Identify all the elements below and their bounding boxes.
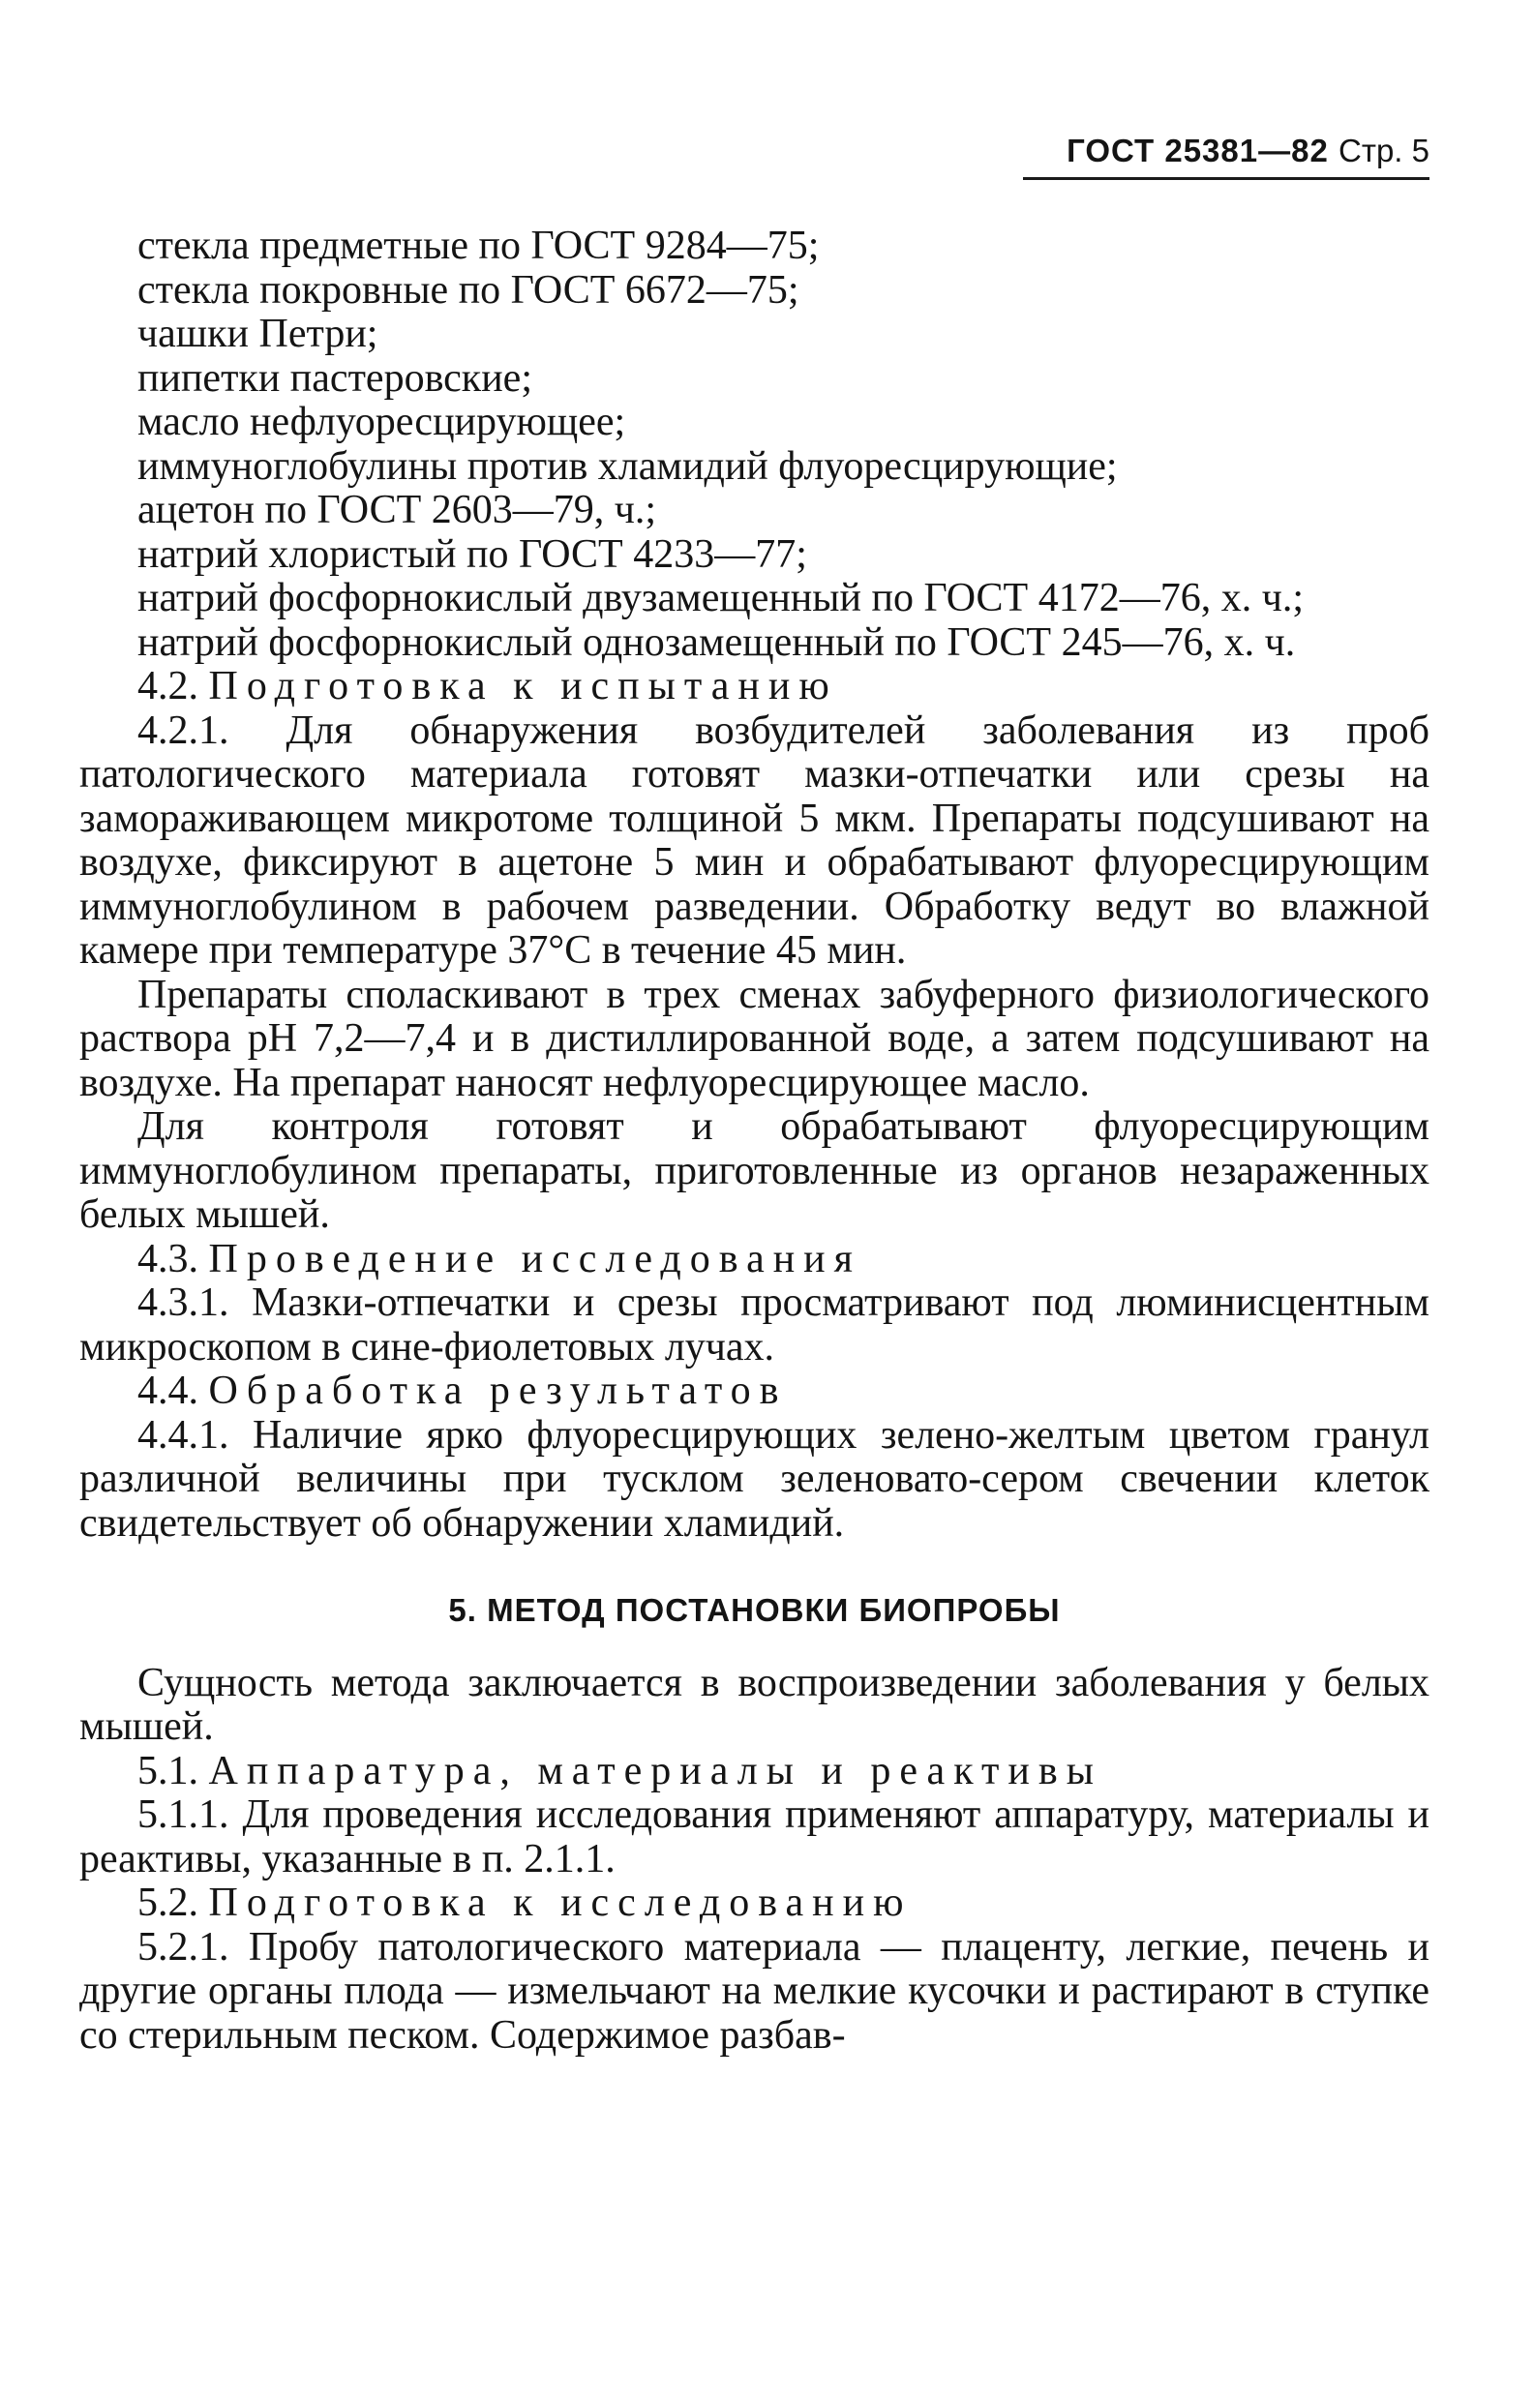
paragraph-5-intro: Сущность метода заключается в воспроизведении заболевания у белых мышей. xyxy=(79,1660,1429,1749)
paragraph-5-1-1: 5.1.1. Для проведения исследования применяют аппаратуру, материалы и реактивы, указанные в п. 2.1.1. xyxy=(79,1792,1429,1881)
list-item: стекла покровные по ГОСТ 6672—75; xyxy=(137,267,799,313)
list-item: ацетон по ГОСТ 2603—79, ч.; xyxy=(137,488,657,532)
subsection-number: 4.4. xyxy=(137,1369,198,1413)
page-body xyxy=(79,225,1429,2058)
section-5-title: 5. МЕТОД ПОСТАНОВКИ БИОПРОБЫ xyxy=(448,1592,1061,1628)
list-item: натрий хлористый по ГОСТ 4233—77; xyxy=(137,531,807,577)
subsection-title: Проведение исследования xyxy=(208,1236,861,1281)
subsection-title: Подготовка к испытанию xyxy=(208,664,838,708)
list-item: чашки Петри; xyxy=(137,312,378,356)
list-item: пипетки пастеровские; xyxy=(137,355,532,401)
subsection-number: 5.2. xyxy=(137,1881,198,1925)
header-page-number: Стр. 5 xyxy=(1338,133,1429,168)
subsection-number: 4.3. xyxy=(137,1236,198,1281)
subsection-title: Подготовка к исследованию xyxy=(208,1881,913,1925)
subsection-heading-5-2 xyxy=(79,1881,1429,1926)
paragraph-rinse: Препараты споласкивают в трех сменах забуферного физиологического раствора рН 7,2—7,4 и в дистиллированной воде, а затем подсушивают на воздухе. На препарат наносят нефлуоресцирующее масло. xyxy=(79,972,1429,1105)
list-item: натрий фосфорнокислый однозамещенный по ГОСТ 245—76, х. ч. xyxy=(137,619,1296,665)
subsection-heading-4-4 xyxy=(79,1370,1429,1414)
paragraph-4-3-1: 4.3.1. Мазки-отпечатки и срезы просматривают под люминисцентным микроскопом в сине-фиолетовых лучах. xyxy=(79,1280,1429,1370)
document-page xyxy=(79,0,1429,2408)
page-header xyxy=(1023,133,1429,180)
paragraph-4-2-1: 4.2.1. Для обнаружения возбудителей заболевания из проб патологического материала готовят мазки-отпечатки или срезы на замораживающем микротоме толщиной 5 мкм. Препараты подсушивают на воздухе, фиксируют в ацетоне 5 мин и обрабатывают флуоресцирующим иммуноглобулином в рабочем разведении. Обработку ведут во влажной камере при температуре 37°С в течение 45 мин. xyxy=(79,707,1429,973)
subsection-heading-4-2 xyxy=(79,665,1429,709)
paragraph-4-4-1: 4.4.1. Наличие ярко флуоресцирующих зелено-желтым цветом гранул различной величины при тусклом зеленовато-сером свечении клеток свидетельствует об обнаружении хламидий. xyxy=(79,1412,1429,1546)
paragraph-control: Для контроля готовят и обрабатывают флуоресцирующим иммуноглобулином препараты, приготовленные из органов незараженных белых мышей. xyxy=(79,1104,1429,1237)
subsection-title: Аппаратура, материалы и реактивы xyxy=(208,1748,1102,1793)
list-item: иммуноглобулины против хламидий флуоресцирующие; xyxy=(137,443,1118,489)
list-item: стекла предметные по ГОСТ 9284—75; xyxy=(137,224,820,268)
header-doc-number: ГОСТ 25381—82 xyxy=(1067,133,1329,168)
subsection-number: 5.1. xyxy=(137,1748,198,1793)
list-item: масло нефлуоресцирующее; xyxy=(137,400,626,444)
subsection-heading-4-3 xyxy=(79,1238,1429,1282)
subsection-title: Обработка результатов xyxy=(208,1369,788,1413)
subsection-number: 4.2. xyxy=(137,664,198,708)
list-item: натрий фосфорнокислый двузамещенный по ГОСТ 4172—76, х. ч.; xyxy=(137,576,1304,620)
subsection-heading-5-1 xyxy=(79,1750,1429,1794)
paragraph-5-2-1: 5.2.1. Пробу патологического материала — плаценту, легкие, печень и другие органы плода — измельчают на мелкие кусочки и растирают в ступке со стерильным песком. Содержимое разбав- xyxy=(79,1924,1429,2058)
